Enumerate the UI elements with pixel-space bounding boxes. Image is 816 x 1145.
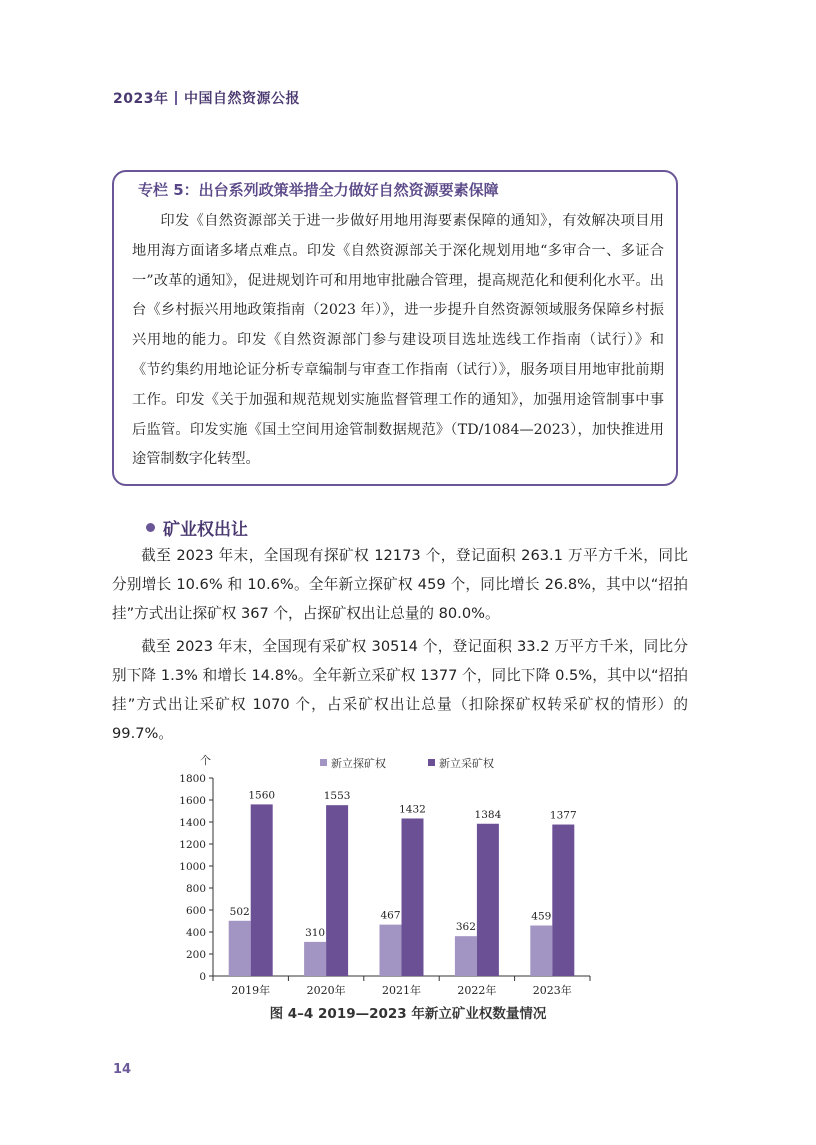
- legend-label: 新立采矿权: [439, 757, 494, 770]
- bar-exploration: [380, 925, 402, 976]
- x-tick-label: 2023年: [532, 984, 572, 997]
- data-label: 1384: [474, 808, 502, 821]
- x-tick-label: 2019年: [231, 984, 271, 997]
- paragraph-mining: 截至 2023 年末，全国现有采矿权 30514 个，登记面积 33.2 万平方千米，同比分别下降 1.3% 和增长 14.8%。全年新立采矿权 1377 个，同比下降 0.5%，其中以“招拍挂”方式出让采矿权 1070 个，占采矿权出让总量（扣除探矿权转采矿权的情形）的 99.7%。: [112, 638, 688, 742]
- chart-svg: [170, 752, 600, 997]
- y-tick-label: 0: [199, 971, 206, 983]
- y-tick-label: 800: [185, 883, 206, 895]
- data-label: 1377: [549, 809, 577, 822]
- legend-label: 新立探矿权: [331, 757, 386, 770]
- bar-mining: [477, 824, 499, 976]
- bar-mining: [251, 804, 273, 976]
- box-title: 专栏 5：出台系列政策举措全力做好自然资源要素保障: [138, 181, 499, 199]
- running-header: [113, 88, 300, 108]
- y-axis-unit: 个: [200, 754, 211, 767]
- data-label: 1553: [323, 790, 351, 803]
- paragraph-exploration: 截至 2023 年末，全国现有探矿权 12173 个，登记面积 263.1 万平方千米，同比分别增长 10.6% 和 10.6%。全年新立探矿权 459 个，同比增长 26.8%，其中以“招拍挂”方式出让探矿权 367 个，占探矿权出让总量的 80.0%。: [112, 547, 688, 622]
- data-label: 502: [229, 905, 250, 918]
- y-tick-label: 400: [185, 927, 206, 939]
- bar-mining: [552, 825, 574, 976]
- bar-mining: [402, 818, 424, 976]
- feature-box: [112, 170, 678, 486]
- y-tick-label: 1800: [179, 773, 206, 785]
- legend-swatch: [428, 759, 435, 766]
- y-tick-label: 600: [185, 905, 206, 917]
- bar-exploration: [530, 926, 552, 976]
- data-label: 362: [455, 921, 476, 934]
- data-label: 1432: [399, 803, 426, 816]
- legend-swatch: [320, 759, 327, 766]
- data-label: 459: [531, 910, 552, 923]
- y-tick-label: 1600: [179, 795, 206, 807]
- y-tick-label: 1000: [179, 861, 206, 873]
- y-tick-label: 200: [185, 949, 206, 961]
- section-title: 矿业权出让: [163, 520, 248, 540]
- y-tick-label: 1400: [179, 817, 206, 829]
- figure-caption: 图 4–4 2019—2023 年新立矿业权数量情况: [269, 1006, 547, 1022]
- header-title: 中国自然资源公报: [183, 91, 300, 107]
- x-tick-label: 2022年: [457, 984, 497, 997]
- header-divider: [175, 91, 177, 105]
- data-label: 467: [380, 909, 401, 922]
- data-label: 1560: [248, 789, 276, 802]
- bar-mining: [326, 805, 348, 976]
- data-label: 310: [305, 926, 326, 939]
- bar-exploration: [229, 921, 251, 976]
- box-body: 印发《自然资源部关于进一步做好用地用海要素保障的通知》，有效解决项目用地用海方面诸多堵点难点。印发《自然资源部关于深化规划用地“多审合一、多证合一”改革的通知》，促进规划许可和用地审批融合管理，提高规范化和便利化水平。出台《乡村振兴用地政策指南（2023 年）》，进一步提升自然资源领域服务保障乡村振兴用地的能力。印发《自然资源部门参与建设项目选址选线工作指南（试行）》和《节约集约用地论证分析专章编制与审查工作指南（试行）》，服务项目用地审批前期工作。印发《关于加强和规范规划实施监督管理工作的通知》，加强用途管制事中事后监管。印发实施《国土空间用途管制数据规范》（TD/1084—2023），加快推进用途管制数字化转型。: [132, 213, 664, 468]
- x-tick-label: 2020年: [306, 984, 346, 997]
- page-number: 14: [113, 1062, 132, 1077]
- section-heading: [146, 515, 248, 540]
- y-tick-label: 1200: [179, 839, 206, 851]
- bullet-icon: [146, 523, 155, 532]
- bar-exploration: [304, 942, 326, 976]
- x-tick-label: 2021年: [382, 984, 421, 997]
- header-year: 2023年: [113, 91, 169, 107]
- bar-exploration: [455, 936, 477, 976]
- bar-chart: [170, 752, 600, 997]
